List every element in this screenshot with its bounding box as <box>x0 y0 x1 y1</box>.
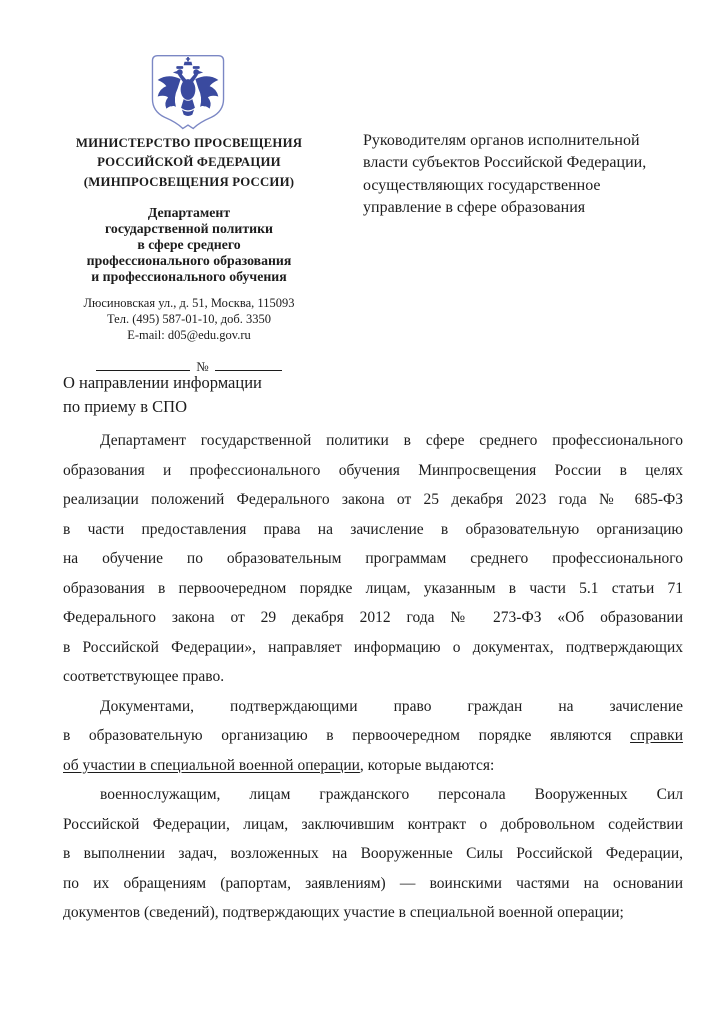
text-line: власти субъектов Российской Федерации, <box>363 154 647 172</box>
text-segment: в выполнении задач, возложенных на Вооруженные Силы Российской Федерации, <box>63 845 683 862</box>
text-segment: реализации положений Федерального закона от 25 декабря 2023 года № 685-ФЗ <box>63 491 683 508</box>
number-blank-line <box>215 367 282 371</box>
text-line: Люсиновская ул., д. 51, Москва, 115093 <box>83 295 295 310</box>
body-line <box>63 485 683 515</box>
text-segment: образования в первоочередном порядке лицам, указанным в части 5.1 статьи 71 <box>63 579 683 597</box>
body-line <box>63 544 683 574</box>
ministry-name <box>63 134 315 192</box>
text-line: (МИНПРОСВЕЩЕНИЯ РОССИИ) <box>83 175 295 189</box>
body-paragraph <box>63 692 683 781</box>
text-segment: документов (сведений), подтверждающих участие в специальной военной операции; <box>63 904 624 921</box>
text-line: Руководителям органов исполнительной <box>363 132 640 149</box>
text-line: E-mail: d05@edu.gov.ru <box>127 327 251 342</box>
russian-coat-of-arms-icon <box>148 54 228 132</box>
body-line <box>63 603 683 633</box>
text-line: Департамент <box>147 204 231 220</box>
body-line <box>63 456 683 486</box>
text-segment: Федерального закона от 29 декабря 2012 года № 273-ФЗ «Об образовании <box>63 609 683 626</box>
text-line: управление в сфере образования <box>363 199 586 217</box>
text-line: в сфере среднего <box>137 236 241 252</box>
text-segment: в образовательную организацию в первоочередном порядке являются <box>63 727 631 744</box>
body-line <box>63 515 683 545</box>
body-paragraph <box>63 780 683 928</box>
body-line <box>63 692 683 722</box>
text-line: МИНИСТЕРСТВО ПРОСВЕЩЕНИЯ <box>75 136 303 150</box>
text-segment: Департамент государственной политики в сфере среднего профессионального <box>100 432 683 449</box>
underlined-text: справки <box>630 727 683 744</box>
body-line <box>63 751 683 781</box>
text-segment: в Российской Федерации», направляет информацию о документах, подтверждающих <box>63 638 683 656</box>
text-segment: Российской Федерации, лицам, заключившим контракт о добровольном содействии <box>63 815 683 833</box>
contact-address <box>63 295 315 343</box>
text-segment: соответствующее право. <box>63 668 225 685</box>
text-line: по приему в СПО <box>63 396 188 416</box>
body-paragraph <box>63 426 683 692</box>
text-segment: по их обращениям (рапортам, заявлениям) — воинскими частями на основании <box>63 874 683 892</box>
text-line: Тел. (495) 587-01-10, доб. 3350 <box>107 311 271 326</box>
department-name <box>63 205 315 286</box>
text-segment: , которые выдаются: <box>359 756 495 774</box>
text-line: профессионального образования <box>86 253 292 269</box>
number-sign: № <box>196 358 209 374</box>
text-line: и профессионального обучения <box>91 269 287 285</box>
body-line <box>63 426 683 456</box>
recipient-block <box>363 130 675 220</box>
body-line <box>63 839 683 869</box>
text-segment: в части предоставления права на зачисление в образовательную организацию <box>63 520 683 538</box>
underlined-text: об участии в специальной военной операции <box>63 756 360 774</box>
text-segment: военнослужащим, лицам гражданского персонала Вооруженных Сил <box>100 786 683 803</box>
body-line <box>63 780 683 810</box>
date-blank-line <box>96 367 190 371</box>
body-line <box>63 662 683 692</box>
text-segment: Документами, подтверждающими право граждан на зачисление <box>100 697 683 715</box>
text-segment: на обучение по образовательным программам среднего профессионального <box>63 550 683 567</box>
body-line <box>63 810 683 840</box>
letter-body <box>63 426 683 928</box>
body-line <box>63 721 683 751</box>
text-line: государственной политики <box>105 220 273 236</box>
text-line: РОССИЙСКОЙ ФЕДЕРАЦИИ <box>97 154 281 169</box>
letterhead <box>63 134 315 375</box>
text-line: О направлении информации <box>63 373 262 392</box>
subject-line <box>63 371 363 418</box>
body-line <box>63 898 683 928</box>
body-line <box>63 574 683 604</box>
text-segment: образования и профессионального обучения Минпросвещения России в целях <box>63 461 683 479</box>
text-line: осуществляющих государственное <box>363 176 601 194</box>
body-line <box>63 633 683 663</box>
body-line <box>63 869 683 899</box>
